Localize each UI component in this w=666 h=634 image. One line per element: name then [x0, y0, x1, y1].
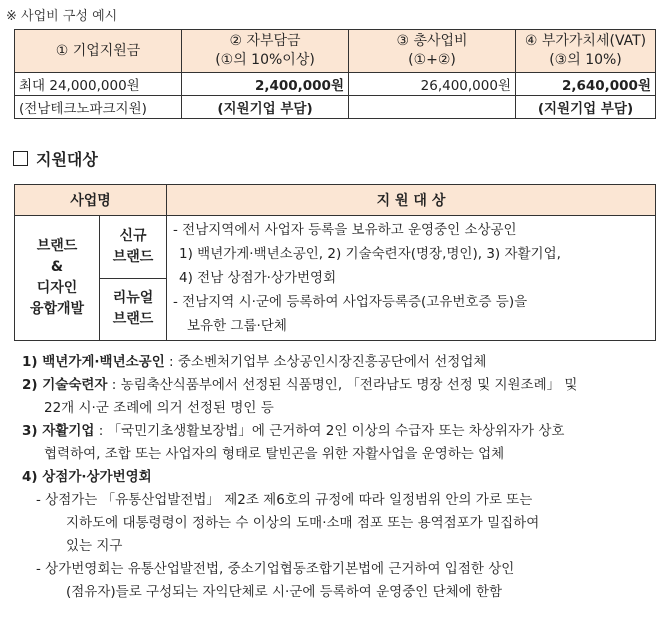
table-header-row [15, 185, 656, 216]
note-line: - 상가번영회는 유통산업발전법, 중소기업협동조합기본법에 근거하여 입점한 상인 [36, 561, 515, 577]
cost-composition-table [14, 29, 656, 119]
desc-line: - 전남지역에서 사업자 등록을 보유하고 운영중인 소상공인 [173, 222, 517, 238]
sub-new-brand: 신규 브랜드 [100, 216, 167, 279]
support-target-table [14, 184, 656, 341]
company-support-note: (전남테크노파크지원) [15, 96, 182, 119]
header-company-support: ① 기업지원금 [15, 30, 182, 73]
note-line: - 상점가는 「유통산업발전법」 제2조 제6호의 규정에 따라 일정범위 안의 가로 또는 [36, 492, 533, 508]
table-header-row [15, 30, 656, 73]
desc-line: 4) 전남 상점가·상가번영회 [179, 270, 337, 286]
definition-notes [22, 351, 656, 604]
note-line: 2) 기술숙련자 : 농림축산식품부에서 선정된 식품명인, 「전라남도 명장 선정 및 지원조례」 및 [22, 377, 578, 393]
header-support-target: 지 원 대 상 [167, 185, 656, 216]
cost-example-note: ※ 사업비 구성 예시 [6, 9, 118, 24]
note-line: 22개 시·군 조례에 의거 선정된 명인 등 [44, 400, 274, 416]
header-self-funding: ② 자부담금 (①의 10%이상) [182, 30, 349, 73]
header-vat: ④ 부가가치세(VAT) (③의 10%) [516, 30, 656, 73]
table-row [15, 216, 656, 279]
section-title-text: 지원대상 [36, 150, 98, 169]
table-row [15, 96, 656, 119]
self-funding-note: (지원기업 부담) [182, 96, 349, 119]
business-category: 브랜드 & 디자인 융합개발 [15, 216, 100, 341]
vat-note: (지원기업 부담) [516, 96, 656, 119]
note-line: 1) 백년가게·백년소공인 : 중소벤처기업부 소상공인시장진흥공단에서 선정업체 [22, 354, 487, 370]
table-row [15, 73, 656, 96]
note-line: 3) 자활기업 : 「국민기초생활보장법」에 근거하여 2인 이상의 수급자 또는 차상위자가 상호 [22, 423, 565, 439]
header-total-cost: ③ 총사업비 (①+②) [349, 30, 516, 73]
target-description [167, 216, 656, 341]
vat-amount: 2,640,000원 [516, 73, 656, 96]
note-line: 있는 지구 [66, 538, 123, 554]
desc-line: 1) 백년가게·백년소공인, 2) 기술숙련자(명장,명인), 3) 자활기업, [179, 246, 561, 262]
section-title [13, 147, 98, 170]
note-line: (점유자)들로 구성되는 자익단체로 시·군에 등록하여 운영중인 단체에 한함 [66, 584, 503, 600]
total-cost-amount: 26,400,000원 [349, 73, 516, 96]
desc-line: - 전남지역 시·군에 등록하여 사업자등록증(고유번호증 등)을 [173, 294, 528, 310]
self-funding-amount: 2,400,000원 [182, 73, 349, 96]
note-line: 지하도에 대통령령이 정하는 수 이상의 도매·소매 점포 또는 용역점포가 밀집하여 [66, 515, 540, 531]
sub-renewal-brand: 리뉴얼 브랜드 [100, 278, 167, 341]
note-line: 협력하여, 조합 또는 사업자의 형태로 탈빈곤을 위한 자활사업을 운영하는 업체 [44, 446, 505, 462]
checkbox-icon [13, 151, 28, 166]
note-line: 4) 상점가·상가번영회 [22, 469, 152, 485]
header-business-name: 사업명 [15, 185, 167, 216]
total-cost-note [349, 96, 516, 119]
company-support-amount: 최대 24,000,000원 [15, 73, 182, 96]
desc-line: 보유한 그룹·단체 [187, 318, 287, 334]
